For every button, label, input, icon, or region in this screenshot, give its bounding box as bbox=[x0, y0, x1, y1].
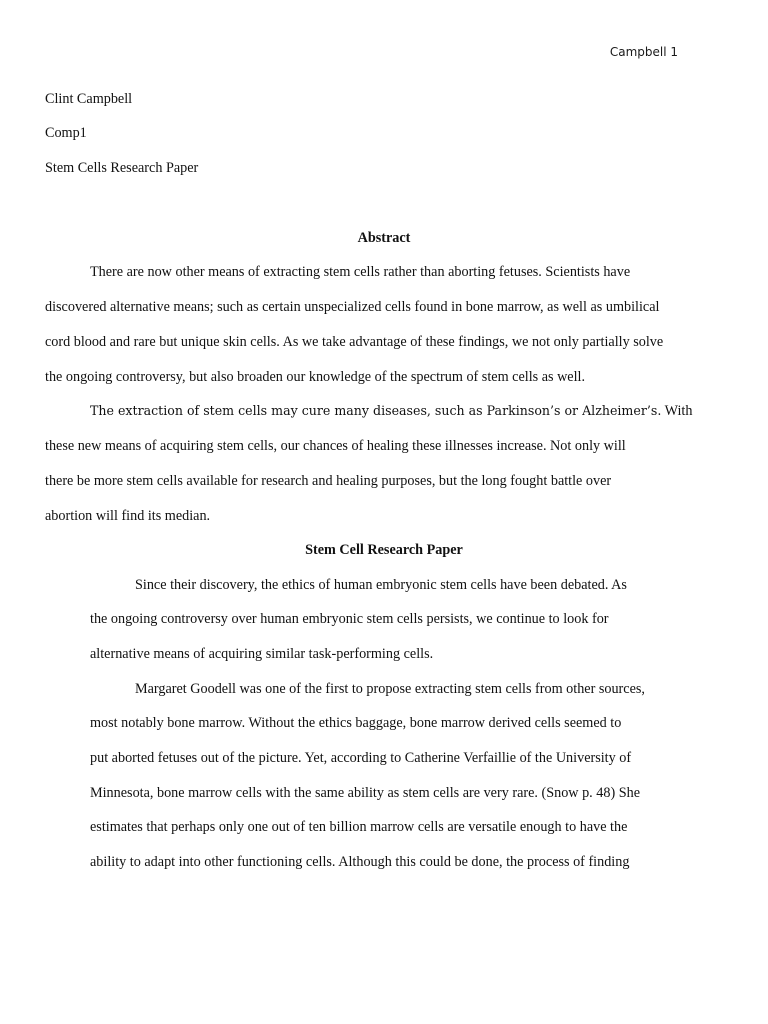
paper-title: Stem Cells Research Paper bbox=[45, 160, 199, 176]
abstract-p2-line: there be more stem cells available for research and healing purposes, but the long fought battle over bbox=[45, 473, 612, 489]
running-head: Campbell 1 bbox=[609, 45, 678, 59]
course-name: Comp1 bbox=[45, 125, 87, 141]
body-p1-line: alternative means of acquiring similar task-performing cells. bbox=[90, 646, 434, 662]
body-p1-line: the ongoing controversy over human embryonic stem cells persists, we continue to look for bbox=[90, 611, 609, 627]
body-p2-line: most notably bone marrow. Without the ethics baggage, bone marrow derived cells seemed to bbox=[90, 715, 622, 731]
abstract-heading: Abstract bbox=[357, 230, 411, 246]
body-p2-line: Minnesota, bone marrow cells with the same ability as stem cells are very rare. (Snow p. 48) She bbox=[90, 785, 641, 801]
abstract-p1-line: cord blood and rare but unique skin cells. As we take advantage of these findings, we not only partially solve bbox=[45, 334, 664, 350]
abstract-p2-first-line bbox=[90, 402, 692, 420]
abstract-p1-line: discovered alternative means; such as certain unspecialized cells found in bone marrow, as well as umbilical bbox=[45, 299, 660, 315]
body-p2-line: put aborted fetuses out of the picture. Yet, according to Catherine Verfaillie of the University of bbox=[90, 750, 632, 766]
body-p1-line: Since their discovery, the ethics of human embryonic stem cells have been debated. As bbox=[135, 577, 627, 593]
body-p2-line: Margaret Goodell was one of the first to propose extracting stem cells from other sources, bbox=[135, 681, 645, 697]
abstract-p1-line: There are now other means of extracting stem cells rather than aborting fetuses. Scientists have bbox=[90, 264, 631, 280]
body-p2-line: ability to adapt into other functioning cells. Although this could be done, the process of finding bbox=[90, 854, 630, 870]
abstract-p1-line: the ongoing controversy, but also broaden our knowledge of the spectrum of stem cells as well. bbox=[45, 369, 586, 385]
abstract-p2-line: these new means of acquiring stem cells, our chances of healing these illnesses increase. Not only will bbox=[45, 438, 626, 454]
author-name: Clint Campbell bbox=[45, 91, 133, 107]
body-heading: Stem Cell Research Paper bbox=[305, 542, 463, 558]
abstract-p2-first-rest: With bbox=[661, 403, 693, 419]
abstract-p2-first-part: The extraction of stem cells may cure many diseases, such as Parkinson’s or Alzheimer’s. bbox=[90, 403, 662, 418]
abstract-p2-line: abortion will find its median. bbox=[45, 508, 211, 524]
body-p2-line: estimates that perhaps only one out of ten billion marrow cells are versatile enough to have the bbox=[90, 819, 628, 835]
